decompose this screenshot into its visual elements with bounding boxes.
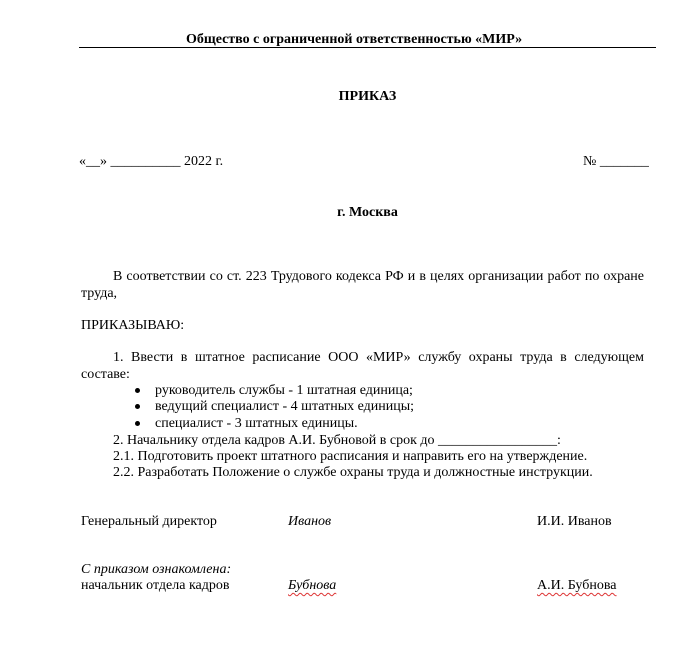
item-2-1: 2.1. Подготовить проект штатного расписания и направить его на утверждение. — [113, 449, 588, 464]
order-word: ПРИКАЗЫВАЮ: — [81, 318, 185, 333]
order-number: № _______ — [583, 154, 649, 169]
order-date: «__» __________ 2022 г. — [79, 154, 224, 169]
acknowledgement-label: С приказом ознакомлена: — [81, 562, 232, 577]
acknowledged-name — [537, 577, 616, 594]
bullet-icon — [135, 404, 140, 409]
acknowledged-signature — [288, 577, 336, 594]
document-title: ПРИКАЗ — [338, 89, 397, 104]
header-divider — [79, 47, 656, 48]
item-1-line-2: составе: — [81, 367, 130, 382]
signer-signature: Иванов — [288, 514, 332, 529]
item-2: 2. Начальнику отдела кадров А.И. Бубновой в срок до _________________: — [113, 433, 561, 448]
organization-name: Общество с ограниченной ответственностью «МИР» — [186, 32, 523, 47]
list-item: руководитель службы - 1 штатная единица; — [155, 383, 413, 398]
preamble-line-1: В соответствии со ст. 223 Трудового кодекса РФ и в целях организации работ по охране — [113, 269, 644, 284]
preamble-line-2: труда, — [81, 286, 118, 301]
acknowledged-position: начальник отдела кадров — [81, 578, 230, 593]
list-item: специалист - 3 штатных единицы. — [155, 416, 358, 431]
list-item: ведущий специалист - 4 штатных единицы; — [155, 399, 415, 414]
signer-position: Генеральный директор — [81, 514, 217, 529]
acknowledged-name-text: А.И. Бубнова — [537, 578, 617, 593]
item-2-2: 2.2. Разработать Положение о службе охраны труда и должностные инструкции. — [113, 465, 593, 480]
bullet-icon — [135, 421, 140, 426]
signer-name: И.И. Иванов — [537, 514, 612, 529]
bullet-icon — [135, 388, 140, 393]
city: г. Москва — [337, 205, 398, 220]
acknowledged-signature-text: Бубнова — [288, 578, 337, 593]
item-1-line-1: 1. Ввести в штатное расписание ООО «МИР» службу охраны труда в следующем — [113, 350, 644, 365]
